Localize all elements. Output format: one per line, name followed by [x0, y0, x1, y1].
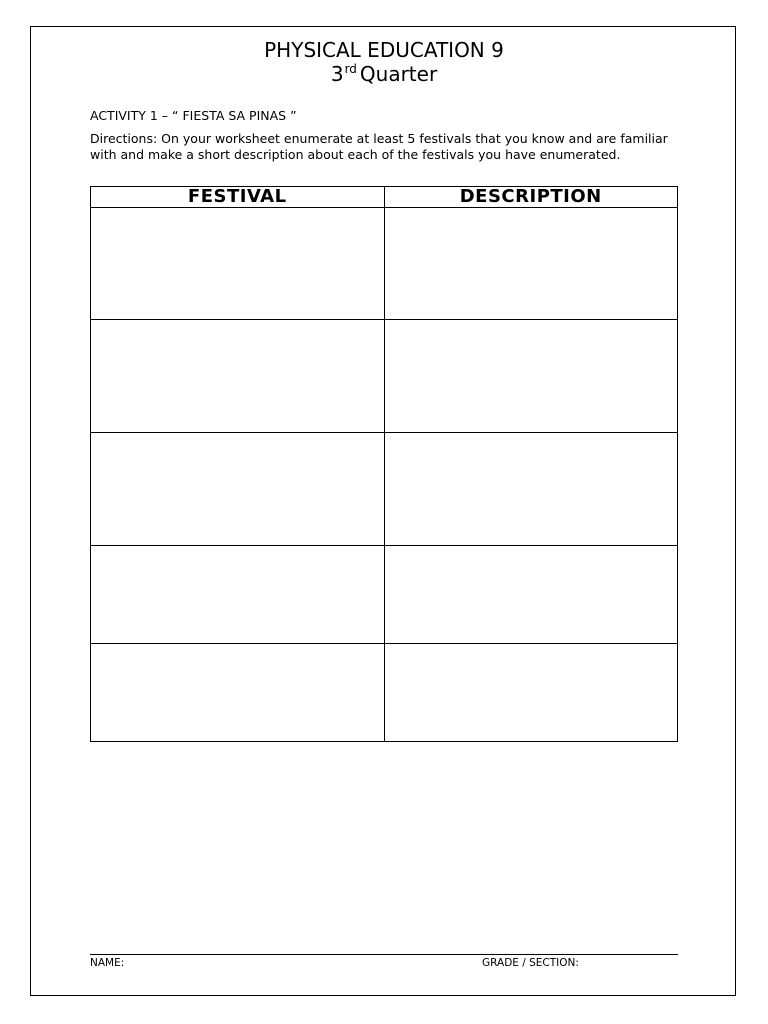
table-row: [91, 644, 678, 742]
quarter-number: 3: [330, 62, 344, 86]
document-title: PHYSICAL EDUCATION 9: [264, 38, 504, 62]
quarter-word: Quarter: [359, 62, 438, 86]
festival-table: [90, 186, 678, 742]
table-row: [91, 208, 678, 320]
activity-directions: Directions: On your worksheet enumerate at least 5 festivals that you know and are familiar with and make a short description about each of the festivals you have enumerated.: [90, 131, 668, 162]
festival-cell[interactable]: [91, 320, 385, 433]
festival-cell[interactable]: [91, 546, 385, 644]
description-cell[interactable]: [384, 320, 678, 433]
column-header-description: DESCRIPTION: [384, 187, 678, 208]
grade-section-label: GRADE / SECTION:: [482, 957, 579, 969]
description-cell[interactable]: [384, 208, 678, 320]
table-row: [91, 433, 678, 546]
festival-cell[interactable]: [91, 208, 385, 320]
description-cell[interactable]: [384, 644, 678, 742]
description-cell[interactable]: [384, 546, 678, 644]
table-row: [91, 546, 678, 644]
description-cell[interactable]: [384, 433, 678, 546]
festival-cell[interactable]: [91, 433, 385, 546]
footer-divider: [90, 954, 678, 955]
activity-title: ACTIVITY 1 – “ FIESTA SA PINAS ”: [90, 108, 297, 123]
quarter-ordinal-suffix: rd: [344, 62, 357, 76]
festival-cell[interactable]: [91, 644, 385, 742]
table-header-row: [91, 187, 678, 208]
quarter-heading: [0, 62, 768, 89]
table-row: [91, 320, 678, 433]
column-header-festival: FESTIVAL: [91, 187, 385, 208]
name-label: NAME:: [90, 957, 125, 969]
